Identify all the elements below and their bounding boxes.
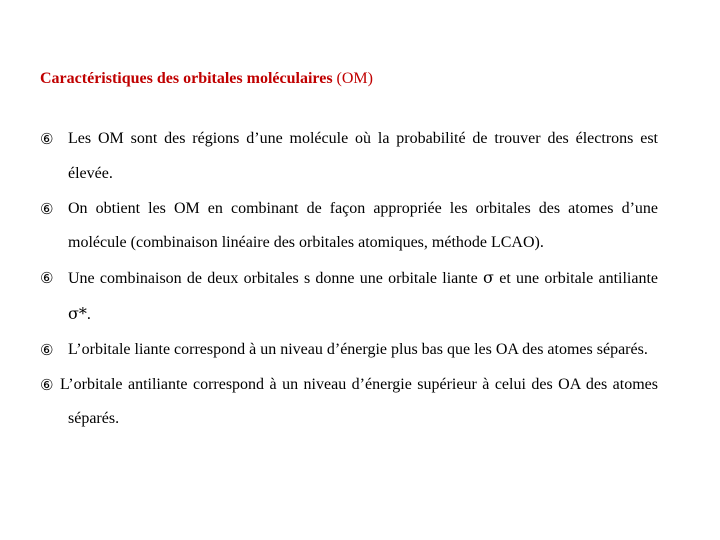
sigma-symbol: σ — [483, 268, 494, 287]
circled-digit-six-icon: ⑥ — [40, 199, 54, 218]
bullet-item — [40, 122, 658, 191]
bullet-item — [40, 192, 658, 261]
bullet-text-part: Une combinaison de deux orbitales s donne une orbitale liante — [68, 270, 484, 287]
bullet-text: L’orbitale liante correspond à un niveau d’énergie plus bas que les OA des atomes séparés. — [68, 340, 648, 358]
bullet-list — [40, 122, 658, 437]
bullet-item — [40, 261, 658, 332]
bullet-text: On obtient les OM en combinant de façon appropriée les orbitales des atomes d’une molécule (combinaison linéaire des orbitales atomiques, méthode LCAO). — [68, 199, 658, 251]
bullet-text: Les OM sont des régions d’une molécule où la probabilité de trouver des électrons est élevée. — [68, 130, 658, 182]
circled-digit-six-icon: ⑥ — [40, 375, 54, 394]
bullet-text: L’orbitale antiliante correspond à un niveau d’énergie supérieur à celui des OA des atomes séparés. — [60, 375, 658, 427]
circled-digit-six-icon: ⑥ — [40, 340, 54, 359]
circled-digit-six-icon: ⑥ — [40, 130, 54, 148]
slide-title — [40, 68, 373, 90]
bullet-item — [40, 368, 658, 437]
title-main: Caractéristiques des orbitales moléculaires — [40, 70, 333, 87]
title-abbreviation: (OM) — [332, 70, 373, 87]
bullet-text-part: . — [86, 305, 91, 323]
circled-digit-six-icon: ⑥ — [40, 269, 54, 287]
bullet-text — [68, 270, 658, 323]
bullet-item — [40, 333, 658, 368]
bullet-text-part: et une orbitale antiliante — [493, 270, 659, 287]
sigma-star-symbol: σ* — [68, 303, 87, 323]
